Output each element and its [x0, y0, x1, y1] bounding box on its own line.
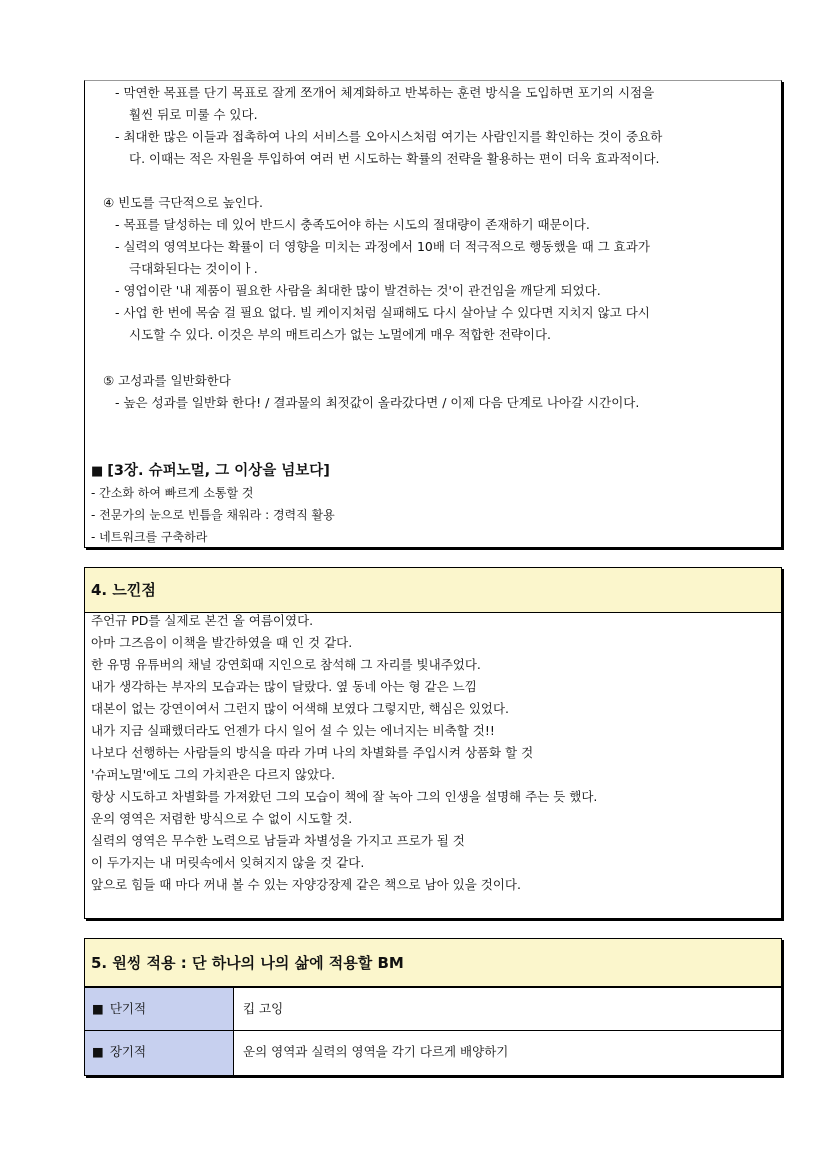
bullet-line: - 최대한 많은 이들과 접촉하여 나의 서비스를 오아시스처럼 여기는 사람인지를 확인하는 것이 중요하	[115, 129, 663, 144]
impression-line: 이 두가지는 내 머릿속에서 잊혀지지 않을 것 같다.	[91, 855, 365, 870]
square-bullet-icon: ■	[92, 1044, 104, 1059]
impression-line: 내가 지금 실패했더라도 언젠가 다시 일어 설 수 있는 에너지는 비축할 것!!	[91, 723, 495, 738]
square-bullet-icon: ■	[91, 464, 104, 479]
bullet-line: - 실력의 영역보다는 확률이 더 영향을 미치는 과정에서 10배 더 적극적으로 행동했을 때 그 효과가	[115, 239, 650, 254]
impression-line: '슈퍼노멀'에도 그의 가치관은 다르지 않았다.	[91, 767, 336, 782]
bullet-line: 극대화된다는 것이이ㅏ.	[129, 261, 258, 276]
bullet-line: - 막연한 목표를 단기 목표로 잘게 쪼개어 체계화하고 반복하는 훈련 방식을 도입하면 포기의 시점을	[115, 85, 655, 100]
impressions-box	[84, 567, 782, 919]
section-title: 4. 느낀점	[85, 568, 781, 613]
row-label: ■ 단기적	[85, 988, 234, 1030]
chapter-item: - 네트워크를 구축하라	[91, 530, 208, 544]
impression-line: 주언규 PD를 실제로 본건 올 여름이였다.	[91, 613, 314, 628]
chapter-item: - 간소화 하여 빠르게 소통할 것	[91, 486, 254, 500]
square-bullet-icon: ■	[92, 1001, 104, 1016]
impression-line: 한 유명 유튜버의 채널 강연회때 지인으로 참석해 그 자리를 빛내주었다.	[91, 657, 481, 672]
bullet-line: - 높은 성과를 일반화 한다! / 결과물의 최젓값이 올라갔다면 / 이제 다음 단계로 나아갈 시간이다.	[115, 395, 640, 410]
impression-line: 대본이 없는 강연이여서 그런지 많이 어색해 보였다 그렇지만, 핵심은 있었다.	[91, 701, 510, 716]
impression-line: 아마 그즈음이 이책을 발간하였을 때 인 것 같다.	[91, 635, 353, 650]
bullet-line: - 사업 한 번에 목숨 걸 필요 없다. 빌 케이지처럼 실패해도 다시 살아날 수 있다면 지치지 않고 다시	[115, 305, 650, 320]
section-title: 5. 원씽 적용 : 단 하나의 나의 삶에 적용할 BM	[85, 939, 781, 987]
bullet-line: 다. 이때는 적은 자원을 투입하여 여러 번 시도하는 확률의 전략을 활용하는 편이 더욱 효과적이다.	[129, 151, 660, 166]
impression-line: 나보다 선행하는 사람들의 방식을 따라 가며 나의 차별화를 주입시켜 상품화 할 것	[91, 745, 534, 760]
bullet-line: - 영업이란 '내 제품이 필요한 사람을 최대한 많이 발견하는 것'이 관건임을 깨닫게 되었다.	[115, 283, 601, 298]
impression-line: 항상 시도하고 차별화를 가져왔던 그의 모습이 책에 잘 녹아 그의 인생을 설명해 주는 듯 했다.	[91, 789, 598, 804]
impression-line: 내가 생각하는 부자의 모습과는 많이 달랐다. 옆 동네 아는 형 같은 느낌	[91, 679, 477, 694]
bullet-line: - 목표를 달성하는 데 있어 반드시 충족도어야 하는 시도의 절대량이 존재하기 때문이다.	[115, 217, 590, 232]
impression-line: 앞으로 힘들 때 마다 꺼내 볼 수 있는 자양강장제 같은 책으로 남아 있을 것이다.	[91, 877, 521, 892]
row-value: 킵 고잉	[243, 1001, 284, 1016]
row-value: 운의 영역과 실력의 영역을 각기 다르게 배양하기	[243, 1044, 509, 1059]
chapter-heading: ■ [3장. 슈퍼노멀, 그 이상을 넘보다]	[91, 463, 330, 479]
impression-line: 운의 영역은 저렴한 방식으로 수 없이 시도할 것.	[91, 811, 353, 826]
numbered-point: ⑤ 고성과를 일반화한다	[103, 373, 231, 388]
bullet-line: 시도할 수 있다. 이것은 부의 매트리스가 없는 노멀에게 매우 적합한 전략이다.	[129, 327, 552, 342]
impression-line: 실력의 영역은 무수한 노력으로 남들과 차별성을 가지고 프로가 될 것	[91, 833, 465, 848]
row-label: ■ 장기적	[85, 1031, 234, 1075]
oneThing-box	[84, 938, 782, 1076]
summary-box	[84, 80, 782, 548]
table-row	[85, 1030, 781, 1075]
bullet-line: 훨씬 뒤로 미룰 수 있다.	[129, 107, 258, 122]
table-row	[85, 987, 781, 1030]
chapter-item: - 전문가의 눈으로 빈틈을 채워라 : 경력직 활용	[91, 508, 335, 522]
numbered-point: ④ 빈도를 극단적으로 높인다.	[103, 195, 263, 210]
